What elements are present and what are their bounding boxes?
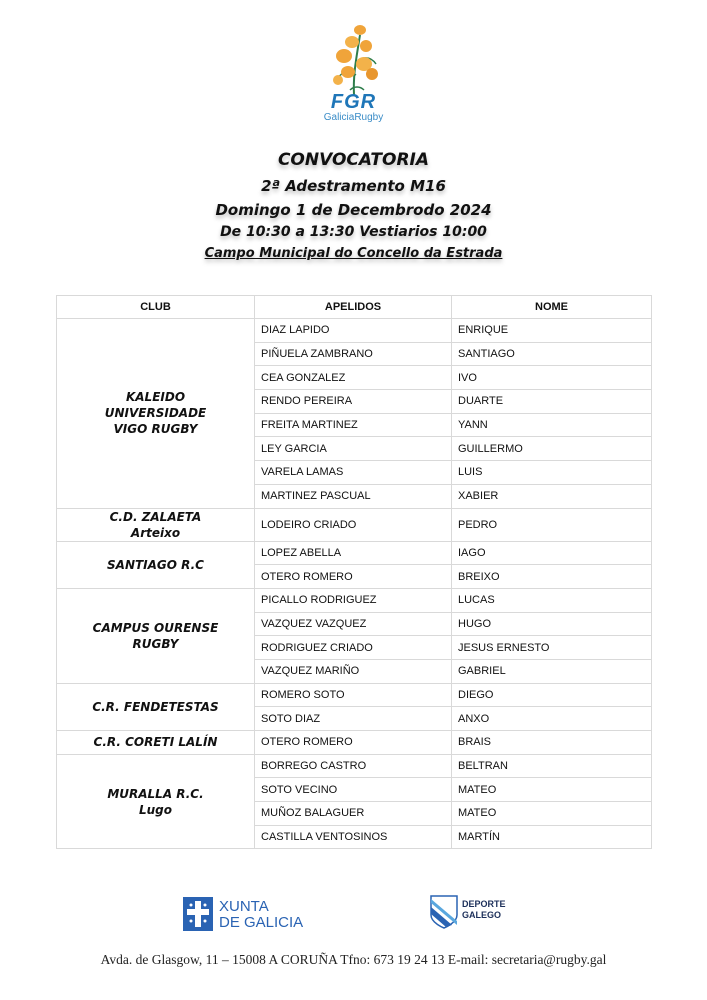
club-cell [57,683,255,730]
club-cell [57,754,255,849]
surname-cell: PICALLO RODRIGUEZ [255,588,452,612]
fgr-logo-subtext: GaliciaRugby [323,112,384,123]
surname-cell: CEA GONZALEZ [255,366,452,390]
table-row [57,754,652,778]
column-header-nome: NOME [452,296,652,319]
name-cell: IAGO [452,541,652,565]
club-cell [57,319,255,509]
column-header-apelidos: APELIDOS [255,296,452,319]
table-row [57,731,652,755]
surname-cell: LEY GARCIA [255,437,452,461]
name-cell: DUARTE [452,390,652,414]
federation-address: Avda. de Glasgow, 11 – 15008 A CORUÑA Tfno: 673 19 24 13 E-mail: secretaria@rugby.gal [100,952,607,967]
session-subtitle: 2ª Adestramento M16 [261,177,446,195]
deporte-shield-icon [430,895,458,929]
roster-body [57,319,652,849]
club-name-line: CAMPUS OURENSE [92,620,219,635]
deporte-line2: GALEGO [462,910,502,920]
club-name-line: SANTIAGO R.C [107,557,204,572]
surname-cell: VARELA LAMAS [255,461,452,485]
name-cell: GABRIEL [452,659,652,683]
club-name-line: UNIVERSIDADE [104,406,207,421]
surname-cell: MUÑOZ BALAGUER [255,802,452,826]
name-cell: BELTRAN [452,754,652,778]
name-cell: PEDRO [452,508,652,541]
name-cell: HUGO [452,612,652,636]
deporte-galego-logo [430,895,550,935]
fgr-logo-text: FGR [330,91,377,113]
club-name-line: RUGBY [132,636,179,651]
name-cell: ENRIQUE [452,319,652,343]
page-title: CONVOCATORIA [277,150,430,170]
name-cell: SANTIAGO [452,342,652,366]
name-cell: MARTÍN [452,825,652,849]
name-cell: IVO [452,366,652,390]
club-name-line: Lugo [138,802,173,817]
table-row [57,683,652,707]
name-cell: BREIXO [452,565,652,589]
deporte-line1: DEPORTE [462,899,506,909]
club-name-line: MURALLA R.C. [107,786,204,801]
surname-cell: SOTO DIAZ [255,707,452,731]
session-venue: Campo Municipal do Concello da Estrada [204,246,503,261]
surname-cell: ROMERO SOTO [255,683,452,707]
xunta-cross-icon [183,897,213,931]
name-cell: GUILLERMO [452,437,652,461]
surname-cell: DIAZ LAPIDO [255,319,452,343]
club-name-line: C.D. ZALAETA [109,509,202,524]
club-cell [57,508,255,541]
club-name-line: Arteixo [130,525,181,540]
name-cell: MATEO [452,802,652,826]
roster-table [56,295,652,849]
surname-cell: MARTINEZ PASCUAL [255,484,452,508]
surname-cell: OTERO ROMERO [255,565,452,589]
club-name-line: C.R. CORETI LALÍN [93,735,218,750]
name-cell: DIEGO [452,683,652,707]
name-cell: ANXO [452,707,652,731]
surname-cell: PIÑUELA ZAMBRANO [255,342,452,366]
club-name-line: C.R. FENDETESTAS [92,699,219,714]
table-row [57,588,652,612]
surname-cell: CASTILLA VENTOSINOS [255,825,452,849]
table-header-row [57,296,652,319]
xunta-logo [183,897,313,937]
surname-cell: VAZQUEZ VAZQUEZ [255,612,452,636]
table-row [57,541,652,565]
surname-cell: SOTO VECINO [255,778,452,802]
club-cell [57,541,255,588]
surname-cell: LODEIRO CRIADO [255,508,452,541]
column-header-club: CLUB [57,296,255,319]
surname-cell: RODRIGUEZ CRIADO [255,636,452,660]
club-cell [57,588,255,683]
name-cell: YANN [452,413,652,437]
name-cell: JESUS ERNESTO [452,636,652,660]
name-cell: XABIER [452,484,652,508]
name-cell: MATEO [452,778,652,802]
surname-cell: FREITA MARTINEZ [255,413,452,437]
club-name-line: VIGO RUGBY [113,422,198,437]
sponsor-logos [0,895,707,940]
name-cell: LUIS [452,461,652,485]
surname-cell: LOPEZ ABELLA [255,541,452,565]
surname-cell: BORREGO CASTRO [255,754,452,778]
xunta-line1: XUNTA [219,898,269,915]
table-row [57,508,652,541]
session-date: Domingo 1 de Decembrodo 2024 [215,201,492,219]
surname-cell: OTERO ROMERO [255,731,452,755]
club-name-line: KALEIDO [125,390,186,405]
surname-cell: VAZQUEZ MARIÑO [255,659,452,683]
club-cell [57,731,255,755]
name-cell: BRAIS [452,731,652,755]
name-cell: LUCAS [452,588,652,612]
table-row [57,319,652,343]
surname-cell: RENDO PEREIRA [255,390,452,414]
xunta-line2: DE GALICIA [219,914,304,931]
session-schedule: De 10:30 a 13:30 Vestiarios 10:00 [220,224,487,240]
